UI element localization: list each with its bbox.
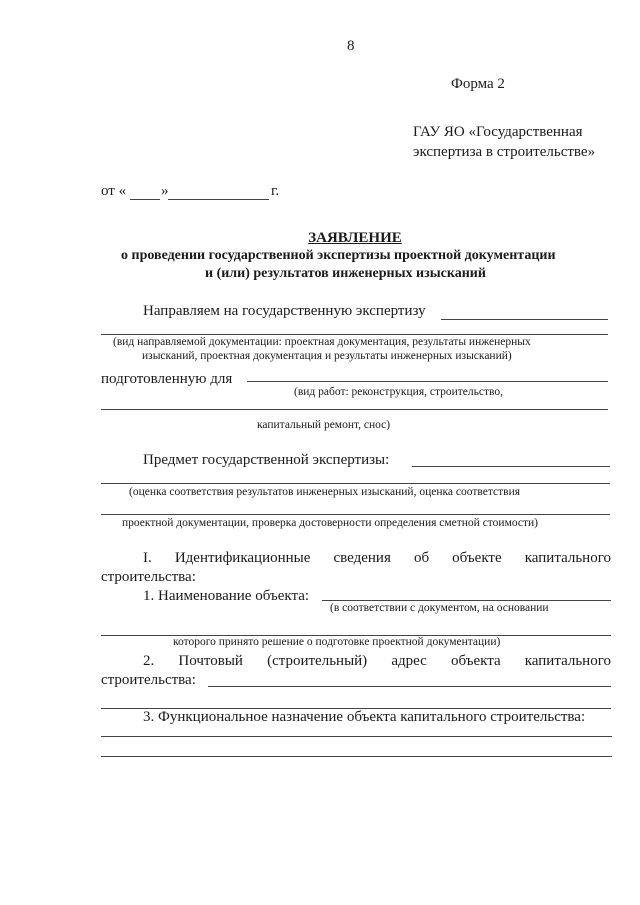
address-word: капитального (524, 653, 611, 669)
section-1-word: об (413, 550, 430, 566)
date-prefix: от « (101, 183, 127, 199)
section-1-word: Идентификационные (174, 550, 311, 566)
date-month-field[interactable] (168, 199, 269, 200)
prepared-for-label: подготовленную для (101, 371, 233, 387)
address-word: объекта (450, 653, 501, 669)
date-mid: » (161, 183, 169, 199)
work-type-field[interactable] (247, 381, 608, 382)
address-word: адрес (391, 653, 427, 669)
object-name-label: 1. Наименование объекта: (143, 588, 310, 604)
recipient-line-1: ГАУ ЯО «Государственная (413, 124, 583, 140)
address-word: (строительный) (267, 653, 368, 669)
object-name-hint-1: (в соответствии с документом, на основании (330, 602, 549, 614)
address-word: 2. (143, 653, 155, 669)
section-1-heading (143, 550, 611, 567)
doc-type-hint-1: (вид направляемой документации: проектная документация, результаты инженерных (113, 336, 531, 348)
object-name-hint-2: которого принято решение о подготовке проектной документации) (173, 636, 501, 648)
section-1-word: сведения (333, 550, 391, 566)
subject-hint-1: (оценка соответствия результатов инженерных изысканий, оценка соответствия (129, 486, 521, 498)
function-field[interactable] (101, 736, 612, 737)
page-number: 8 (347, 38, 355, 54)
document-title: ЗАЯВЛЕНИЕ (308, 230, 402, 246)
doc-type-hint-2: изысканий, проектная документация и результаты инженерных изысканий) (142, 350, 512, 362)
address-continuation: строительства: (101, 672, 196, 688)
section-1-word: капитального (524, 550, 611, 566)
subject-label: Предмет государственной экспертизы: (143, 452, 390, 468)
doc-type-field[interactable] (441, 319, 608, 320)
subject-field[interactable] (412, 466, 610, 467)
function-field-2[interactable] (101, 756, 612, 757)
section-1-word: объекте (452, 550, 502, 566)
work-type-field-2[interactable] (101, 409, 608, 410)
work-type-hint-1: (вид работ: реконструкция, строительство, (294, 386, 503, 398)
subject-field-2[interactable] (101, 483, 610, 484)
subject-field-3[interactable] (101, 514, 610, 515)
address-field[interactable] (208, 686, 611, 687)
subject-hint-2: проектной документации, проверка достоверности определения сметной стоимости) (122, 517, 539, 529)
recipient-line-2: экспертиза в строительстве» (413, 144, 596, 160)
address-heading (143, 653, 611, 670)
date-day-field[interactable] (130, 199, 160, 200)
function-label: 3. Функциональное назначение объекта капитального строительства: (143, 709, 586, 725)
document-subtitle-1: о проведении государственной экспертизы проектной документации (121, 248, 556, 263)
section-1-continuation: строительства: (101, 569, 196, 585)
document-subtitle-2: и (или) результатов инженерных изысканий (205, 266, 486, 281)
form-label: Форма 2 (451, 76, 505, 92)
doc-type-field-2[interactable] (101, 334, 608, 335)
work-type-hint-2: капитальный ремонт, снос) (257, 419, 391, 431)
object-name-field[interactable] (322, 600, 611, 601)
address-word: Почтовый (178, 653, 243, 669)
section-1-word: I. (143, 550, 152, 566)
intro-label: Направляем на государственную экспертизу (143, 303, 426, 319)
date-suffix: г. (271, 183, 280, 199)
